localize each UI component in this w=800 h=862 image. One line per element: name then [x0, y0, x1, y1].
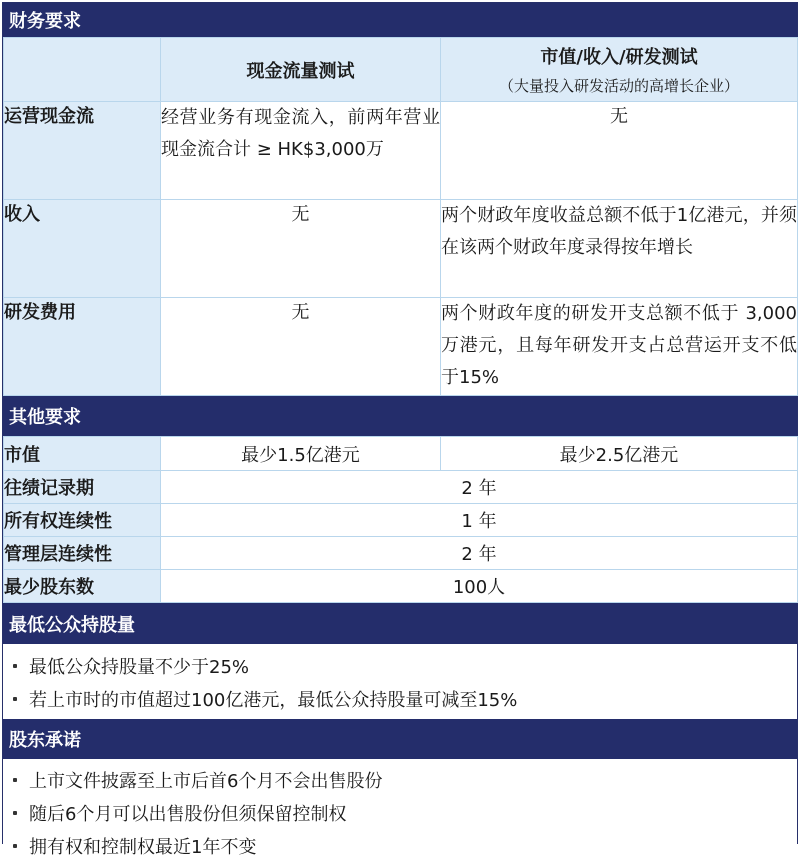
cell-value: 2 年 [161, 471, 798, 504]
section-header-commitment [3, 719, 797, 759]
list-item-text: 最低公众持股量不少于25% [29, 656, 250, 678]
table-row [4, 200, 798, 298]
other-table [3, 436, 798, 603]
list-item [3, 649, 797, 682]
cell-value: 经营业务有现金流入，前两年营业现金流合计 ≥ HK$3,000万 [161, 102, 441, 200]
section-header-public-float [3, 603, 797, 644]
financial-table [3, 37, 798, 396]
bullet-icon [13, 844, 17, 848]
section-header-other [3, 396, 797, 436]
table-row [4, 437, 798, 471]
section-title: 最低公众持股量 [9, 614, 135, 636]
bullet-icon [13, 811, 17, 815]
cell-value: 1 年 [161, 504, 798, 537]
row-label: 管理层连续性 [4, 537, 161, 570]
public-float-list [3, 644, 797, 719]
header-mcap-rev-rd-subtitle: （大量投入研发活动的高增长企业） [498, 77, 739, 95]
list-item-text: 拥有权和控制权最近1年不变 [29, 836, 257, 858]
table-row [4, 537, 798, 570]
table-row [4, 102, 798, 200]
row-label: 市值 [4, 437, 161, 471]
row-label: 最少股东数 [4, 570, 161, 603]
cell-value: 最少1.5亿港元 [161, 437, 441, 471]
cell-value: 无 [441, 102, 798, 200]
list-item-text: 若上市时的市值超过100亿港元，最低公众持股量可减至15% [29, 689, 518, 711]
table-row [4, 471, 798, 504]
list-item [3, 763, 797, 796]
commitment-list [3, 759, 797, 862]
list-item [3, 796, 797, 829]
bullet-icon [13, 697, 17, 701]
table-row [4, 504, 798, 537]
section-header-financial [3, 3, 797, 37]
cell-value: 两个财政年度的研发开支总额不低于 3,000万港元，且每年研发开支占总营运开支不低于15% [441, 298, 798, 396]
cell-value: 2 年 [161, 537, 798, 570]
bullet-icon [13, 664, 17, 668]
list-item-text: 上市文件披露至上市后首6个月不会出售股份 [29, 770, 383, 792]
list-item [3, 682, 797, 715]
cell-value: 无 [161, 298, 441, 396]
header-cashflow-test-label: 现金流量测试 [246, 60, 355, 82]
financial-header-row [4, 38, 798, 102]
header-mcap-rev-rd-test-label: 市值/收入/研发测试 [540, 47, 698, 68]
table-row [4, 298, 798, 396]
table-row [4, 570, 798, 603]
row-label: 运营现金流 [4, 102, 161, 200]
row-label: 往绩记录期 [4, 471, 161, 504]
header-cashflow-test [161, 38, 441, 102]
cell-value: 最少2.5亿港元 [441, 437, 798, 471]
bullet-icon [13, 778, 17, 782]
header-empty-cell [4, 38, 161, 102]
list-item [3, 829, 797, 862]
section-title: 其他要求 [9, 407, 81, 428]
cell-value: 100人 [161, 570, 798, 603]
row-label: 研发费用 [4, 298, 161, 396]
cell-value: 无 [161, 200, 441, 298]
row-label: 所有权连续性 [4, 504, 161, 537]
section-title: 财务要求 [9, 11, 81, 32]
header-mcap-rev-rd-test [441, 38, 798, 102]
list-item-text: 随后6个月可以出售股份但须保留控制权 [29, 803, 347, 825]
cell-value: 两个财政年度收益总额不低于1亿港元，并须在该两个财政年度录得按年增长 [441, 200, 798, 298]
requirements-table [2, 2, 798, 858]
row-label: 收入 [4, 200, 161, 298]
section-title: 股东承诺 [9, 730, 81, 751]
